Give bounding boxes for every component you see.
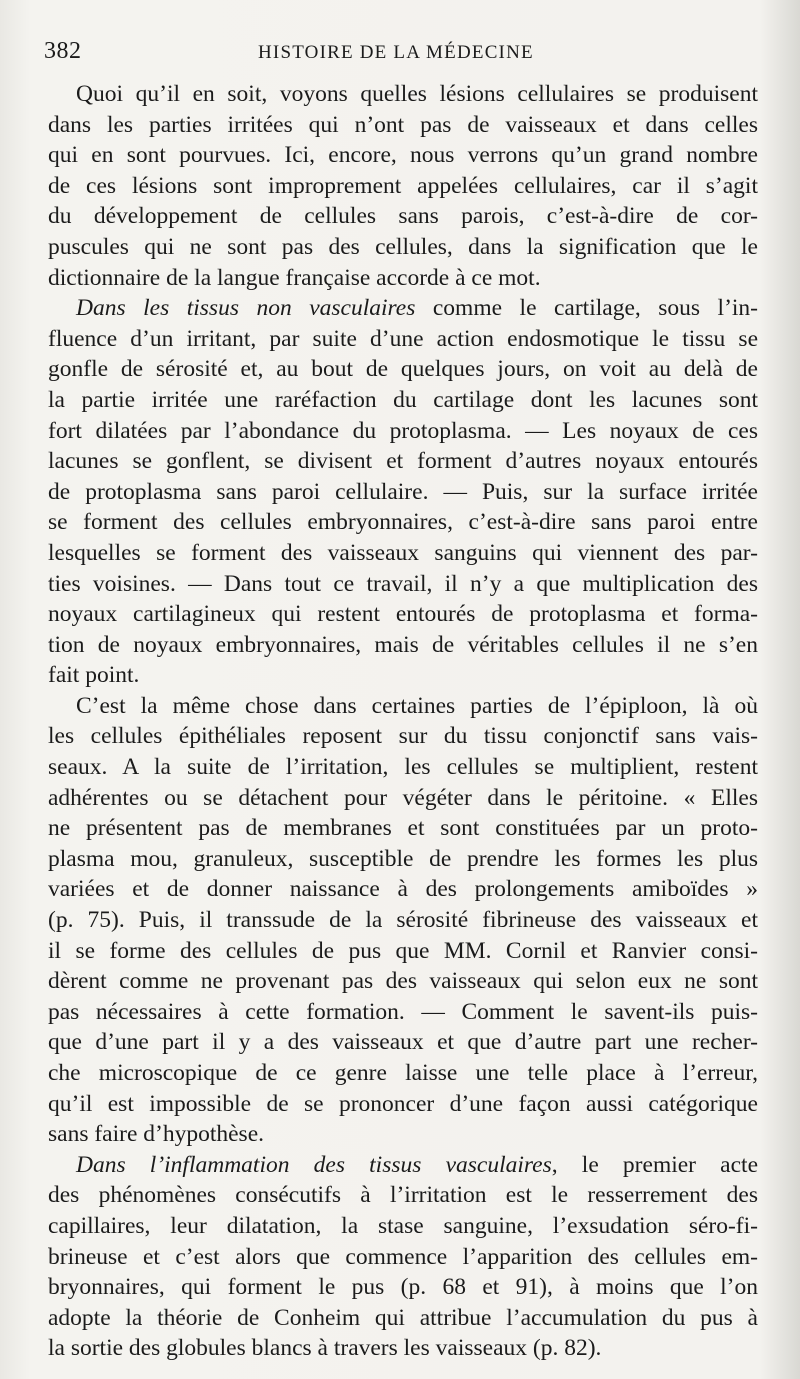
text-line [48, 507, 758, 538]
text-line [48, 538, 758, 569]
line-text: , le premier acte [551, 1151, 758, 1178]
text-line [48, 874, 758, 905]
line-text: la sortie des globules blancs à travers les vaisseaux (p. 82). [48, 1335, 602, 1362]
italic-heading: Dans les tissus non vasculaires [76, 295, 416, 322]
line-text: brineuse et c’est alors que commence l’apparition des cellules em- [48, 1243, 758, 1270]
text-line [48, 905, 758, 936]
text-line [48, 1272, 758, 1303]
line-text: fluence d’un irritant, par suite d’une action endosmotique le tissu se [48, 325, 758, 352]
page-header [44, 36, 744, 68]
line-text: dans les parties irritées qui n’ont pas de vaisseaux et dans celles [48, 111, 758, 138]
text-line [48, 660, 758, 691]
text-line [48, 354, 758, 385]
line-text: C’est la même chose dans certaines parties de l’épiploon, là où [76, 692, 758, 719]
text-line [48, 813, 758, 844]
line-text: sans faire d’hypothèse. [48, 1121, 264, 1148]
line-text: gonfle de sérosité et, au bout de quelques jours, on voit au delà de [48, 356, 758, 383]
line-text: bryonnaires, qui forment le pus (p. 68 et 91), à moins que l’on [48, 1274, 758, 1301]
line-text: puscules qui ne sont pas des cellules, dans la signification que le [48, 233, 758, 260]
line-text: la partie irritée une raréfaction du cartilage dont les lacunes sont [48, 386, 758, 413]
line-text: tion de noyaux embryonnaires, mais de véritables cellules il ne s’en [48, 631, 758, 658]
line-text: dèrent comme ne provenant pas des vaisseaux qui selon eux ne sont [48, 968, 758, 995]
text-line [48, 1242, 758, 1273]
text-line [48, 721, 758, 752]
text-line [48, 569, 758, 600]
line-text: pas nécessaires à cette formation. — Comment le savent-ils puis- [48, 998, 758, 1025]
line-text: se forment des cellules embryonnaires, c’est-à-dire sans paroi entre [48, 509, 758, 536]
text-line [48, 324, 758, 355]
line-text: qu’il est impossible de se prononcer d’une façon aussi catégorique [48, 1090, 758, 1117]
body-text [48, 79, 758, 1364]
text-line [48, 263, 758, 294]
text-line [48, 752, 758, 783]
text-line [48, 1211, 758, 1242]
paragraph [48, 79, 758, 293]
line-text: lacunes se gonflent, se divisent et forment d’autres noyaux entourés [48, 448, 758, 475]
text-line [48, 232, 758, 263]
line-text: adopte la théorie de Conheim qui attribue l’accumulation du pus à [48, 1304, 758, 1331]
line-text: des phénomènes consécutifs à l’irritation est le resserrement des [48, 1182, 758, 1209]
text-line [48, 385, 758, 416]
line-text: adhérentes ou se détachent pour végéter dans le péritoine. « Elles [48, 784, 758, 811]
line-text: les cellules épithéliales reposent sur du tissu conjonctif sans vais- [48, 723, 758, 750]
line-text: fait point. [48, 662, 140, 689]
text-line [48, 691, 758, 722]
italic-heading: Dans l’inflammation des tissus vasculaires [76, 1151, 552, 1178]
text-line [48, 293, 758, 324]
line-text: Quoi qu’il en soit, voyons quelles lésions cellulaires se produisent [76, 81, 758, 107]
line-text: (p. 75). Puis, il transsude de la sérosité fibrineuse des vaisseaux et [48, 907, 758, 934]
line-text: ties voisines. — Dans tout ce travail, il n’y a que multiplication des [48, 570, 758, 597]
line-text: il se forme des cellules de pus que MM. Cornil et Ranvier consi- [48, 937, 758, 964]
text-line [48, 599, 758, 630]
line-text: comme le cartilage, sous l’in- [415, 295, 758, 322]
text-line [48, 1089, 758, 1120]
line-text: de protoplasma sans paroi cellulaire. — Puis, sur la surface irritée [48, 478, 758, 505]
line-text: noyaux cartilagineux qui restent entourés de protoplasma et forma- [48, 601, 758, 628]
text-line [48, 446, 758, 477]
line-text: de ces lésions sont improprement appelées cellulaires, car il s’agit [48, 172, 758, 199]
line-text: plasma mou, granuleux, susceptible de prendre les formes les plus [48, 845, 758, 872]
text-line [48, 140, 758, 171]
text-line [48, 1333, 758, 1364]
text-line [48, 171, 758, 202]
text-line [48, 936, 758, 967]
line-text: lesquelles se forment des vaisseaux sanguins qui viennent des par- [48, 539, 758, 566]
text-line [48, 110, 758, 141]
text-line [48, 1303, 758, 1334]
page-number: 382 [44, 38, 82, 64]
line-text: che microscopique de ce genre laisse une telle place à l’erreur, [48, 1060, 758, 1086]
text-line [48, 79, 758, 110]
text-line [48, 966, 758, 997]
paragraph [48, 1150, 758, 1364]
text-line [48, 1027, 758, 1058]
line-text: que d’une part il y a des vaisseaux et que d’autre part une recher- [48, 1029, 758, 1056]
text-line [48, 1119, 758, 1150]
text-line [48, 416, 758, 447]
line-text: dictionnaire de la langue française accorde à ce mot. [48, 264, 541, 291]
line-text: fort dilatées par l’abondance du protoplasma. — Les noyaux de ces [48, 417, 758, 444]
text-line [48, 1150, 758, 1181]
text-line [48, 1180, 758, 1211]
text-line [48, 783, 758, 814]
text-line [48, 477, 758, 508]
line-text: capillaires, leur dilatation, la stase sanguine, l’exsudation séro-fi- [48, 1212, 758, 1239]
line-text: qui en sont pourvues. Ici, encore, nous verrons qu’un grand nombre [48, 142, 758, 169]
line-text: seaux. A la suite de l’irritation, les cellules se multiplient, restent [48, 754, 758, 781]
line-text: du développement de cellules sans parois, c’est-à-dire de cor- [48, 203, 758, 230]
running-title: HISTOIRE DE LA MÉDECINE [258, 42, 534, 63]
line-text: ne présentent pas de membranes et sont constituées par un proto- [48, 815, 758, 842]
text-line [48, 1058, 758, 1089]
paragraph [48, 691, 758, 1150]
text-line [48, 997, 758, 1028]
line-text: variées et de donner naissance à des prolongements amiboïdes » [48, 876, 758, 903]
text-line [48, 201, 758, 232]
text-line [48, 630, 758, 661]
text-line [48, 844, 758, 875]
paragraph [48, 293, 758, 691]
